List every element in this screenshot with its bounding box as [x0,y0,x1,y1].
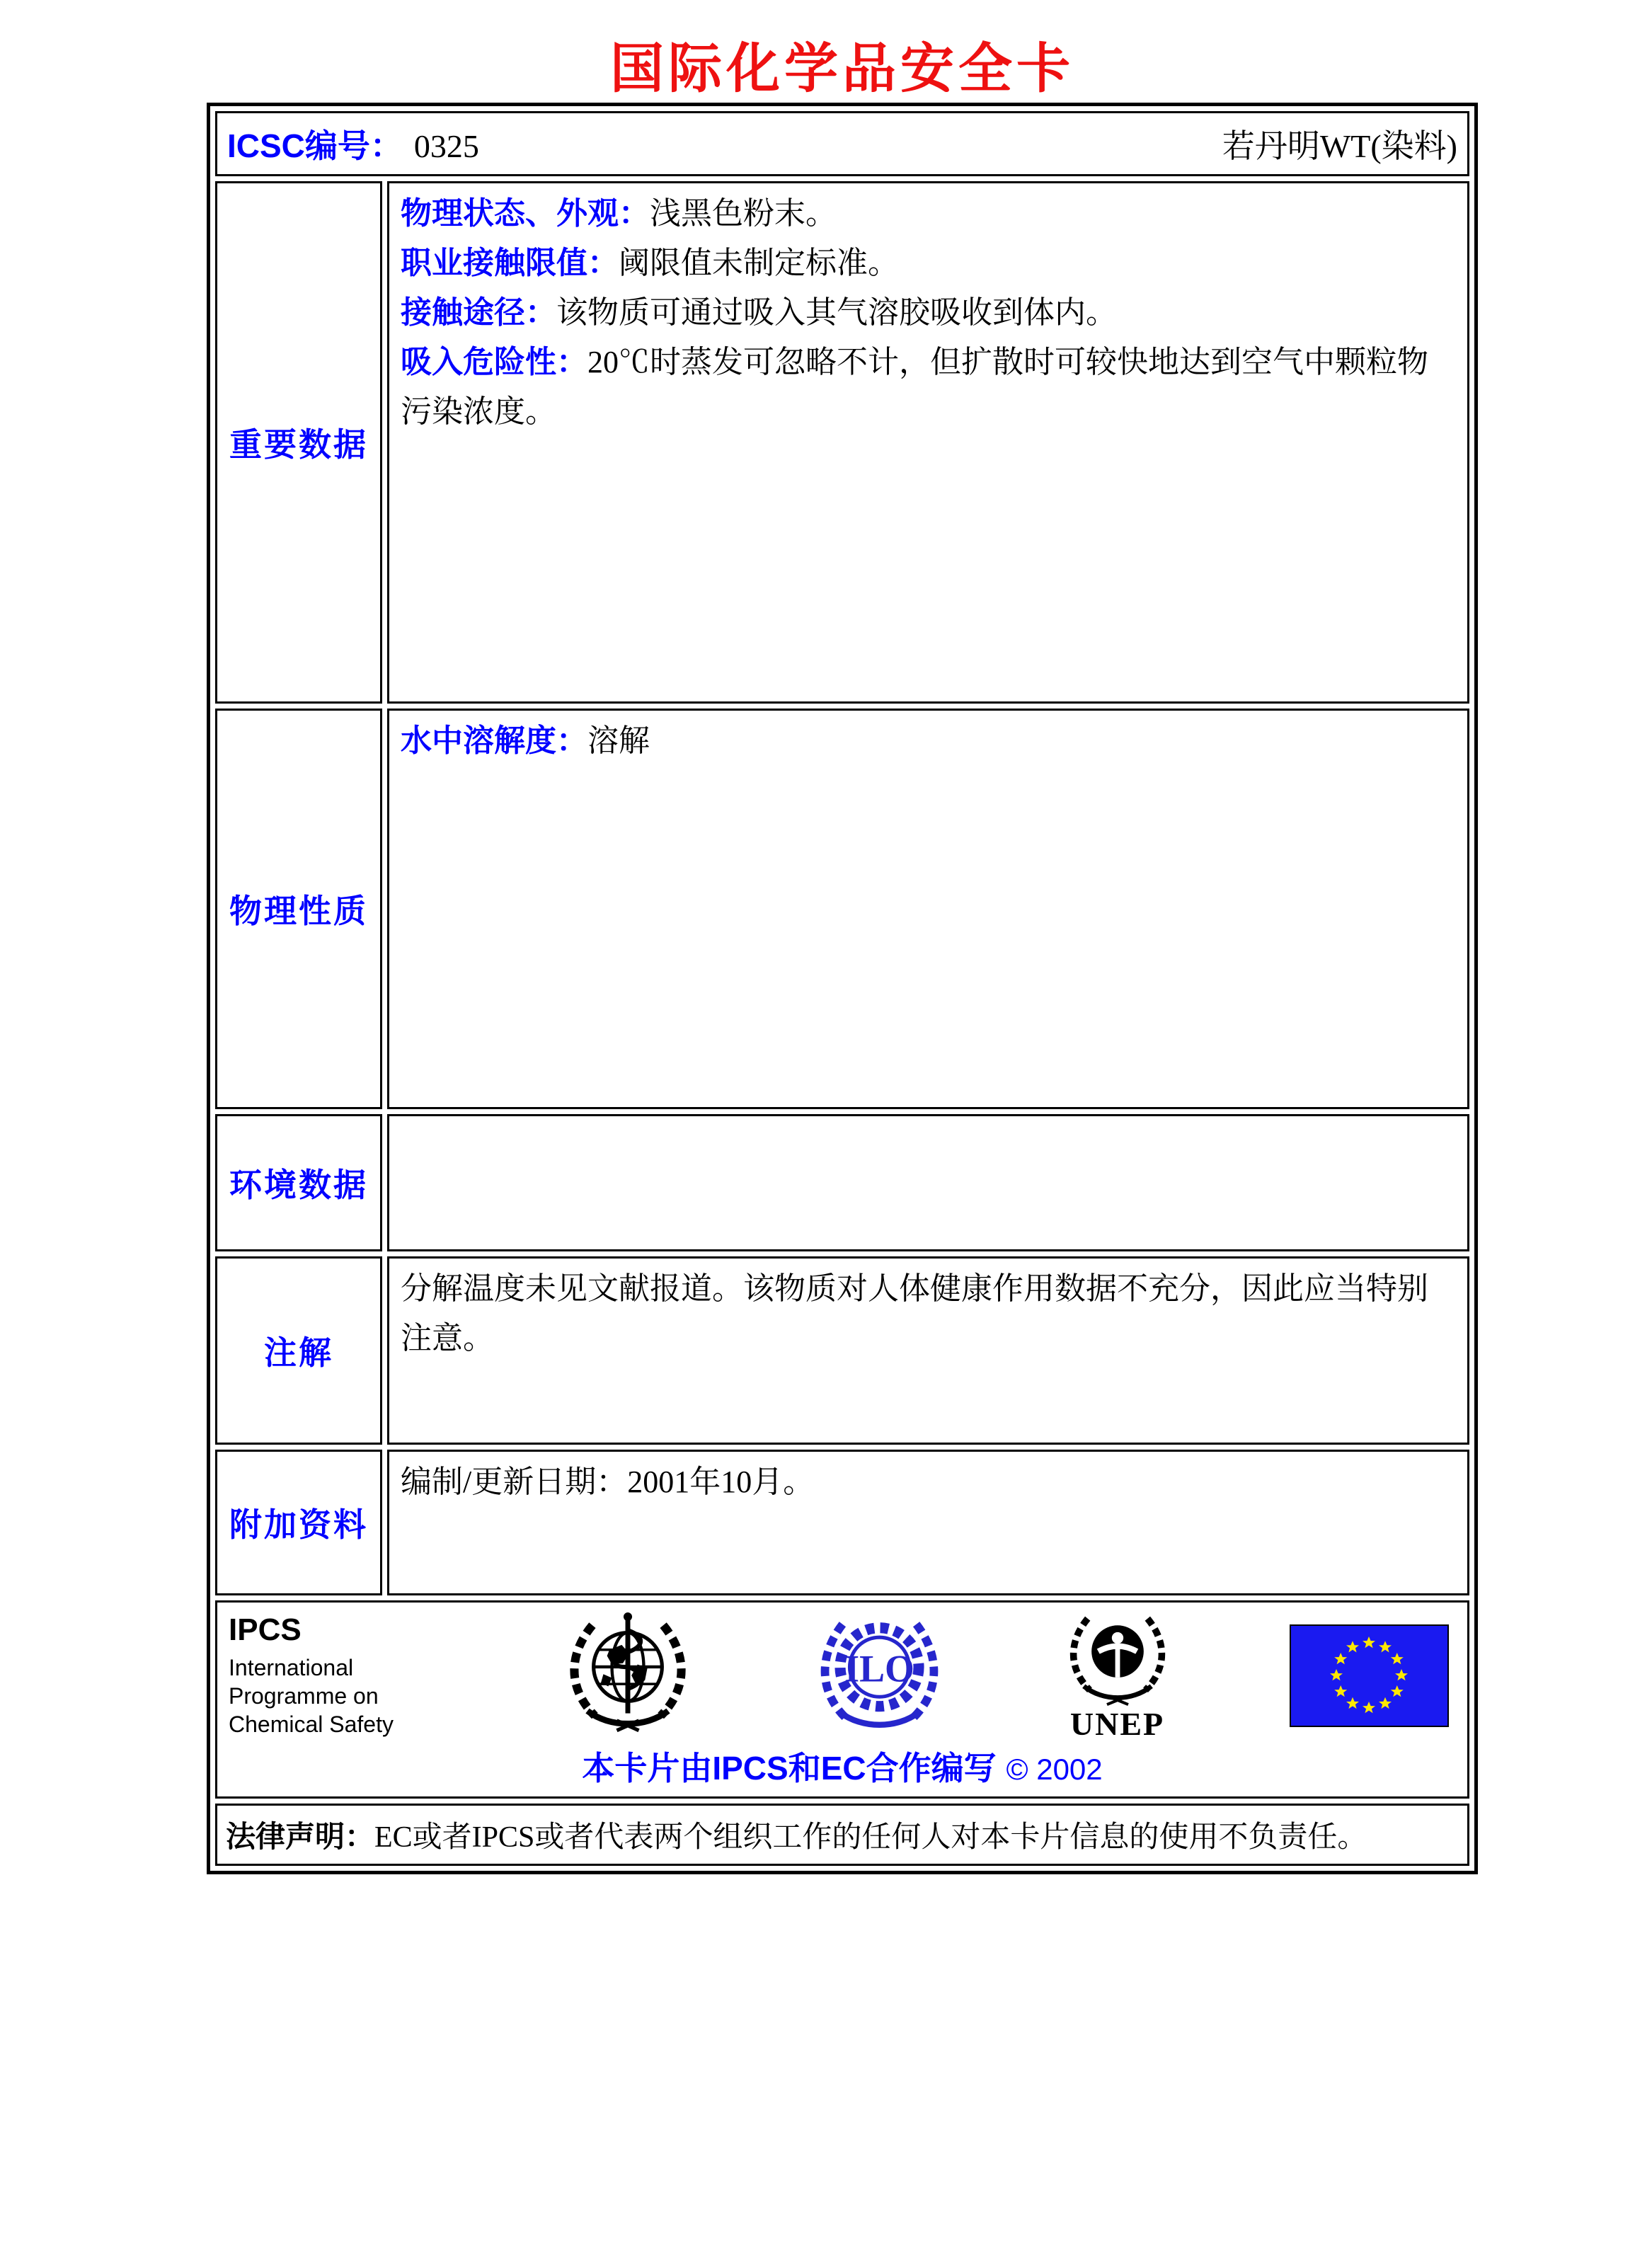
field-value: 阈限值未制定标准。 [619,246,899,280]
legal-text: EC或者IPCS或者代表两个组织工作的任何人对本卡片信息的使用不负责任。 [374,1821,1367,1854]
section-content [387,1256,1469,1445]
chemical-name: 若丹明WT(染料) [1222,128,1457,164]
field-update-date [401,1457,1456,1507]
section-label: 注解 [215,1256,382,1445]
field-value: 溶解 [587,723,650,758]
icsc-number-value: 0325 [413,128,479,164]
icsc-number-label: ICSC编号： [227,127,403,164]
unep-logo-icon [1065,1609,1171,1709]
legal-row [215,1804,1469,1866]
ilo-logo-text: ILO [844,1647,914,1690]
section-additional-info [215,1450,1469,1595]
field-physical-state [401,189,1456,239]
section-label: 物理性质 [215,709,382,1109]
section-environmental-data [215,1114,1469,1251]
page-title: 国际化学品安全卡 [610,40,1074,99]
who-logo-icon [561,1608,695,1743]
ilo-logo-icon [814,1608,945,1743]
card-header-row [215,111,1469,176]
field-value: 分解温度未见文献报道。该物质对人体健康作用数据不充分，因此应当特别注意。 [401,1271,1428,1355]
icsc-number [227,120,479,167]
section-content [387,181,1469,704]
section-content [387,1450,1469,1595]
field-water-solubility [401,716,1456,766]
field-inhalation-risk [401,338,1456,437]
field-value: 编制/更新日期：2001年10月。 [401,1464,815,1499]
section-physical-properties [215,709,1469,1109]
section-label: 附加资料 [215,1450,382,1595]
section-notes [215,1256,1469,1445]
card-footer [215,1600,1469,1799]
field-label: 物理状态、外观： [401,196,650,231]
field-value: 20℃时蒸发可忽略不计，但扩散时可较快地达到空气中颗粒物污染浓度。 [401,345,1428,429]
field-notes [401,1264,1456,1363]
field-label: 水中溶解度： [401,723,587,758]
eu-flag-icon [1290,1624,1449,1727]
field-exposure-limits [401,239,1456,288]
ipcs-subtitle-line: Programme on [229,1683,379,1709]
ipcs-title: IPCS [229,1612,302,1647]
footer-caption-text: 本卡片由IPCS和EC合作编写 [582,1750,997,1787]
footer-caption [217,1743,1467,1798]
section-label: 重要数据 [215,181,382,704]
ipcs-subtitle-line: Chemical Safety [229,1712,394,1737]
unep-block [1065,1609,1171,1743]
section-content [387,1114,1469,1251]
unep-logo-text: UNEP [1069,1705,1165,1742]
field-value: 浅黑色粉末。 [650,196,837,231]
field-value: 该物质可通过吸入其气溶胶吸收到体内。 [556,295,1117,330]
section-important-data [215,181,1469,704]
logo-row [217,1603,1467,1743]
field-exposure-routes [401,288,1456,338]
section-label: 环境数据 [215,1114,382,1251]
ipcs-subtitle-line: International [229,1655,354,1680]
field-label: 吸入危险性： [401,345,587,379]
icsc-card [207,103,1478,1874]
ipcs-block [229,1612,441,1738]
field-label: 职业接触限值： [401,246,619,280]
legal-label: 法律声明： [226,1820,375,1853]
field-label: 接触途径： [401,295,556,330]
section-content [387,709,1469,1109]
footer-copyright: © 2002 [1006,1753,1103,1786]
